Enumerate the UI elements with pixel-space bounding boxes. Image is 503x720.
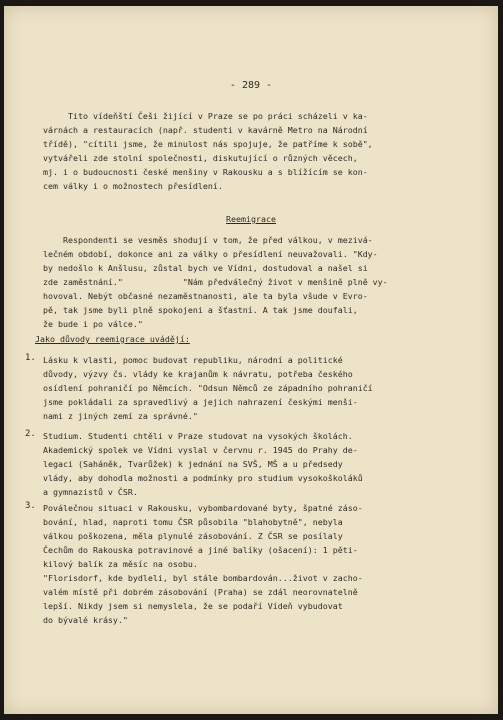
text-line: "Florisdorf, kde bydleli, byl stále bombardován...život v zacho- (43, 573, 363, 583)
text-line: mj. i o budoucnosti české menšiny v Rakousku a s blížícím se kon- (43, 167, 368, 177)
text-line: nami z jiných zemí za správné." (43, 411, 198, 421)
text-line: legaci (Saháněk, Tvarůžek) k jednání na SVŠ, MŠ a u předsedy (43, 459, 343, 469)
text-line: jsme pokládali za spravedlivý a jejich nahrazení českými menši- (43, 397, 358, 407)
text-line: vlády, aby dohodla možnosti a podmínky pro studium vysokoškoláků (43, 473, 363, 483)
text-line: lečném období, dokonce ani za války o přesídlení neuvažovali. "Kdy- (43, 249, 378, 259)
text-line: bování, hlad, naproti tomu ČSR působila "blahobytně", nebyla (43, 517, 343, 527)
text-line: válkou poškozena, měla plynulé zásobování. Z ČSR se posílaly (43, 531, 343, 541)
text-line: pě, tak jsme byli plně spokojeni a šťastní. A tak jsme doufali, (43, 305, 358, 315)
text-line: by nedošlo k Anšlusu, zůstal bych ve Vídni, dostudoval a našel si (43, 263, 368, 273)
text-line: cem války i o možnostech přesídlení. (43, 181, 223, 191)
text-line: Poválečnou situaci v Rakousku, vybombardované byty, špatné záso- (43, 503, 363, 513)
text-line: vytvářeli zde stolní společnosti, diskutující o různých věcech, (43, 153, 358, 163)
text-line: zde zaměstnání." "Nám předválečný život v menšině plně vy- (43, 277, 388, 287)
item-number: 1. (25, 353, 36, 363)
text-line: Tito vídeňští Češi žijící v Praze se po práci scházeli v ka- (68, 111, 368, 121)
text-line: Akademický spolek ve Vídni vyslal v červnu r. 1945 do Prahy de- (43, 445, 358, 455)
text-line: Čechům do Rakouska potravinové a jiné balíky (ošacení): 1 pěti- (43, 545, 358, 555)
text-line: hovoval. Nebýt občasné nezaměstnanosti, ale ta byla všude v Evro- (43, 291, 368, 301)
item-number: 3. (25, 501, 36, 511)
text-line: a gymnazistů v ČSR. (43, 487, 138, 497)
text-line: třídě), "cítili jsme, že minulost nás spojuje, že patříme k sobě", (43, 139, 373, 149)
page-number: - 289 - (229, 80, 273, 91)
text-line: důvody, výzvy čs. vlády ke krajanům k návratu, potřeba českého (43, 369, 353, 379)
text-line: Studium. Studenti chtěli v Praze studovat na vysokých školách. (43, 431, 353, 441)
text-line: várnách a restauracích (např. studenti v kavárně Metro na Národní (43, 125, 368, 135)
text-line: lepší. Nikdy jsem si nemyslela, že se podaří Vídeň vybudovat (43, 601, 343, 611)
text-line: do bývalé krásy." (43, 615, 128, 625)
text-line: Respondenti se vesměs shodují v tom, že před válkou, v mezivá- (43, 235, 373, 245)
document-page (4, 6, 498, 714)
section-heading: Reemigrace (226, 214, 276, 224)
reasons-heading: Jako důvody reemigrace uvádějí: (35, 334, 190, 344)
text-line: kilový balík za měsíc na osobu. (43, 559, 198, 569)
item-number: 2. (25, 429, 36, 439)
text-line: Lásku k vlasti, pomoc budovat republiku, národní a politické (43, 355, 343, 365)
text-line: valém místě při dobrém zásobování (Praha) se zdál neorovnatelně (43, 587, 358, 597)
text-line: že bude i po válce." (43, 319, 143, 329)
text-line: osídlení pohraničí po Němcích. "Odsun Němců ze západního pohraničí (43, 383, 373, 393)
